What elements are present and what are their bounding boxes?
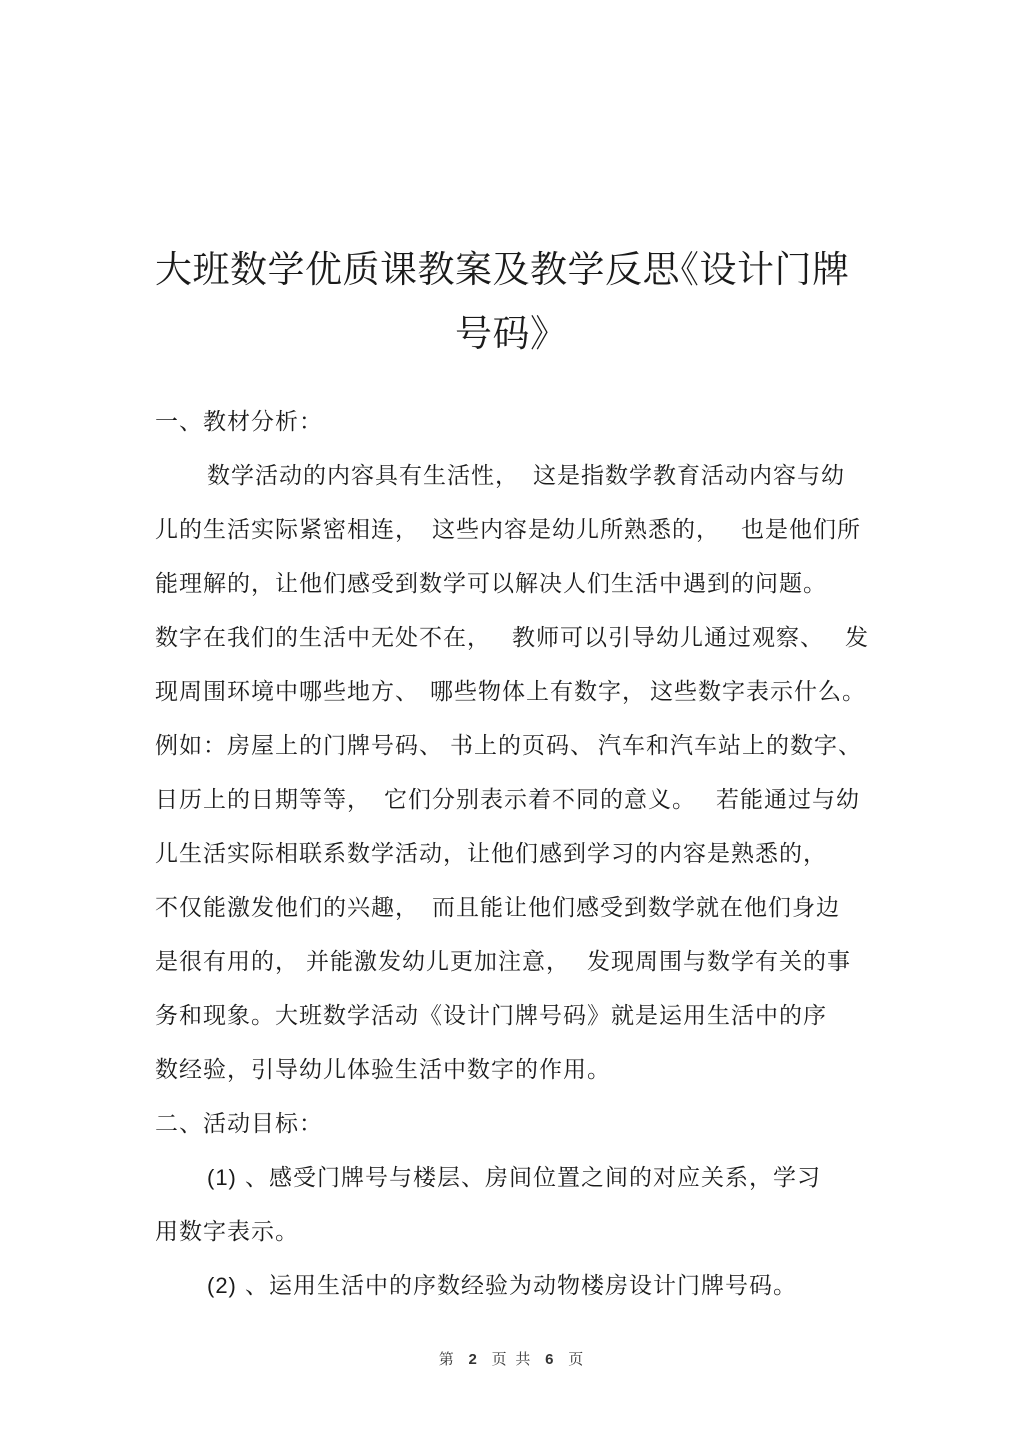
body-line-4 <box>0 623 1024 653</box>
text-segment: 它们分别表示着不同的意义。 <box>384 787 696 813</box>
body-line-2 <box>0 515 1024 545</box>
title-line-1-right: 《设计门牌 <box>662 248 850 291</box>
text-segment: 数学活动的内容具有生活性， <box>207 463 519 489</box>
goal-2-text: 、运用生活中的序数经验为动物楼房设计门牌号码。 <box>245 1273 797 1299</box>
footer-page-number: 2 <box>468 1351 479 1368</box>
footer-suffix: 页 <box>568 1350 586 1368</box>
body-line-1 <box>0 461 1024 491</box>
text-segment: 现周围环境中哪些地方、 <box>155 679 419 705</box>
title-line-1-left: 大班数学优质课教案及教学反思 <box>155 248 680 291</box>
goal-1 <box>0 1163 1024 1193</box>
text-segment: 若能通过与幼 <box>716 787 860 813</box>
text-segment: 例如：房屋上的门牌号码、 <box>155 733 443 759</box>
section-heading-1: 一、教材分析： <box>155 409 323 435</box>
text-segment: 这些内容是幼儿所熟悉的， <box>432 517 720 543</box>
body-line-3: 能理解的，让他们感受到数学可以解决人们生活中遇到的问题。 <box>155 571 827 597</box>
goal-2-number: (2) <box>207 1273 237 1298</box>
text-segment: 教师可以引导幼儿通过观察、 <box>512 625 824 651</box>
body-line-7 <box>0 785 1024 815</box>
goal-1-text: 、感受门牌号与楼层、房间位置之间的对应关系，学习 <box>245 1165 821 1191</box>
body-line-6 <box>0 731 1024 761</box>
text-segment: 这些数字表示什么。 <box>650 679 866 705</box>
title-line-2: 号码》 <box>455 312 568 355</box>
body-line-8: 儿生活实际相联系数学活动，让他们感到学习的内容是熟悉的， <box>155 841 827 867</box>
text-segment: 不仅能激发他们的兴趣， <box>155 895 419 921</box>
footer-total-pages: 6 <box>545 1351 556 1368</box>
text-segment: 也是他们所 <box>741 517 861 543</box>
text-segment: 这是指数学教育活动内容与幼 <box>533 463 845 489</box>
body-line-5 <box>0 677 1024 707</box>
footer-middle: 页 共 <box>491 1350 533 1368</box>
text-segment: 并能激发幼儿更加注意， <box>306 949 570 975</box>
text-segment: 发 <box>845 625 869 651</box>
text-segment: 而且能让他们感受到数学就在他们身边 <box>432 895 840 921</box>
goal-1-continuation: 用数字表示。 <box>155 1219 299 1245</box>
goal-2 <box>0 1271 1024 1301</box>
text-segment: 发现周围与数学有关的事 <box>587 949 851 975</box>
text-segment: 数字在我们的生活中无处不在， <box>155 625 491 651</box>
body-line-11: 务和现象。大班数学活动《设计门牌号码》就是运用生活中的序 <box>155 1003 827 1029</box>
section-heading-2: 二、活动目标： <box>155 1111 323 1137</box>
goal-1-number: (1) <box>207 1165 237 1190</box>
text-segment: 书上的页码、 <box>450 733 594 759</box>
footer-prefix: 第 <box>438 1350 456 1368</box>
text-segment: 哪些物体上有数字， <box>430 679 646 705</box>
text-segment: 汽车和汽车站上的数字、 <box>598 733 862 759</box>
body-line-12: 数经验，引导幼儿体验生活中数字的作用。 <box>155 1057 611 1083</box>
body-line-9 <box>0 893 1024 923</box>
text-segment: 日历上的日期等等， <box>155 787 371 813</box>
text-segment: 是很有用的， <box>155 949 299 975</box>
page-footer <box>0 1349 1024 1370</box>
body-line-10 <box>0 947 1024 977</box>
text-segment: 儿的生活实际紧密相连， <box>155 517 419 543</box>
